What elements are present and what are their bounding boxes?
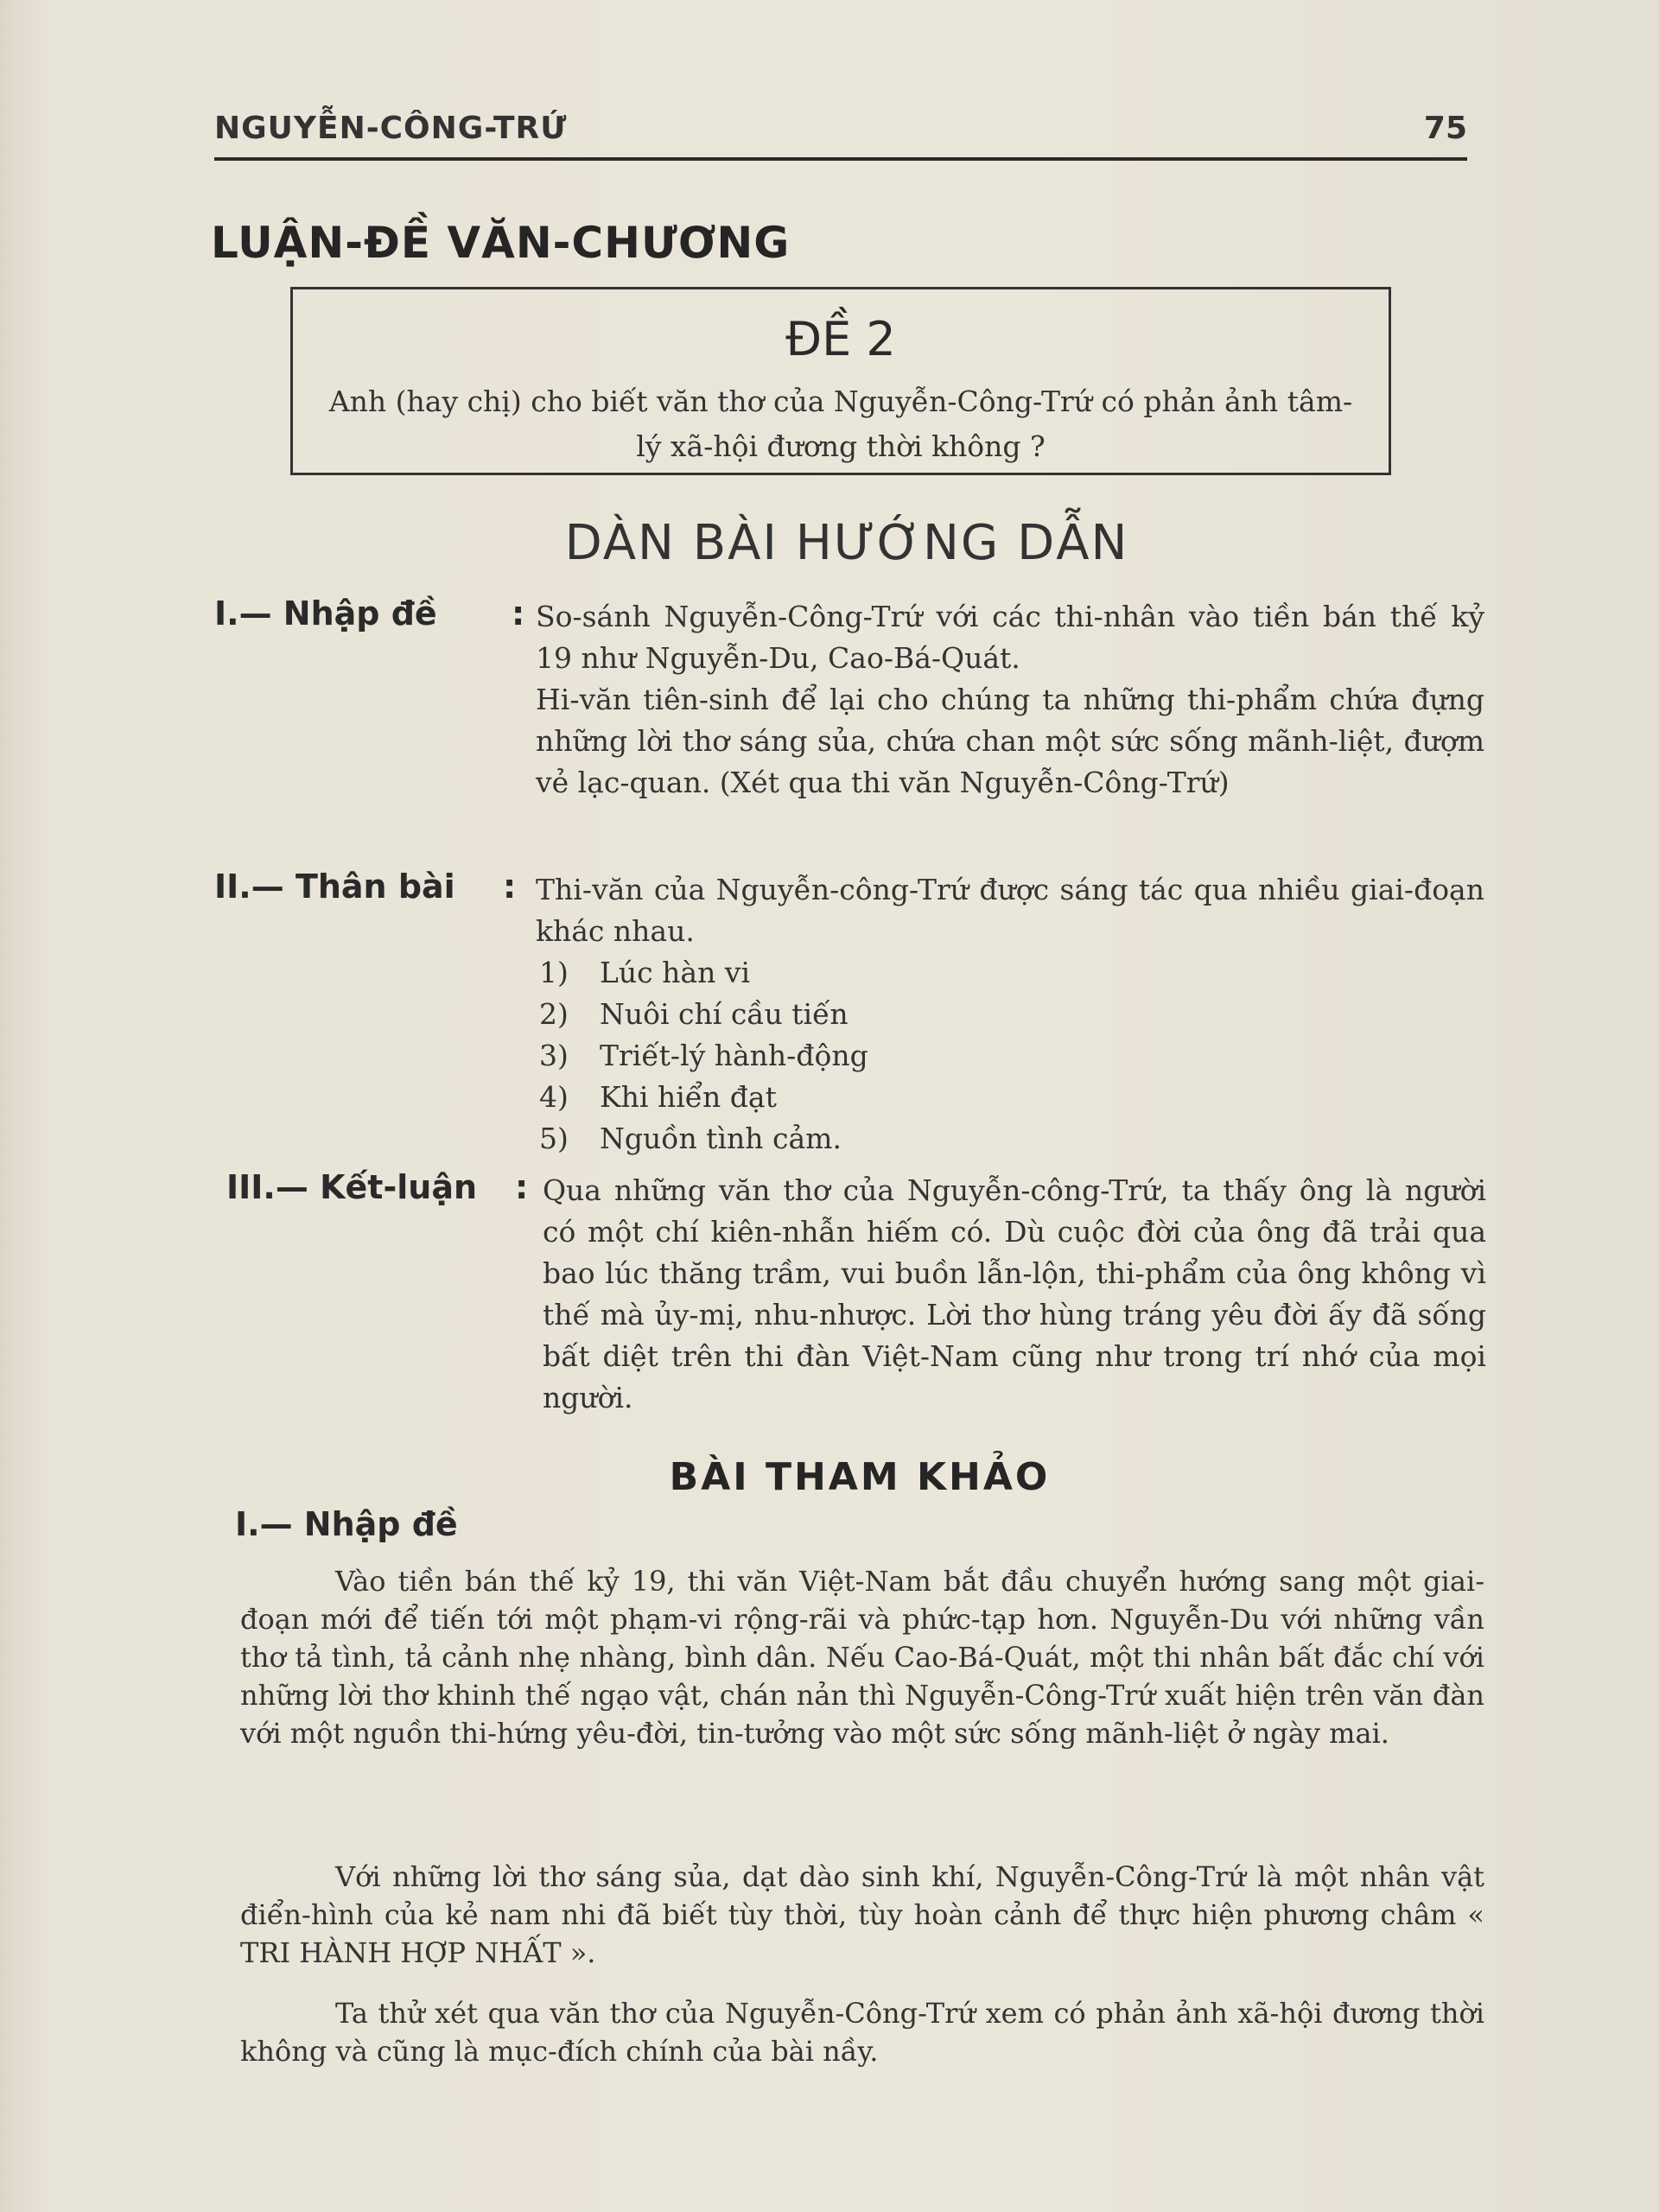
list-text: Nuôi chí cầu tiến bbox=[600, 997, 849, 1031]
outline-item-body-conclusion bbox=[543, 1170, 1486, 1419]
outline-item-body-body bbox=[536, 869, 1484, 1160]
outline-intro-line: So-sánh Nguyễn-Công-Trứ với các thi-nhân vào tiền bán thế kỷ 19 như Nguyễn-Du, Cao-Bá-Quát. bbox=[536, 600, 1484, 675]
page-number: 75 bbox=[1423, 111, 1467, 146]
reference-paragraph: Với những lời thơ sáng sủa, dạt dào sinh khí, Nguyễn-Công-Trứ là một nhân vật điển-hình của kẻ nam nhi đã biết tùy thời, tùy hoàn cảnh để thực hiện phương châm « TRI HÀNH HỢP NHẤT ». bbox=[240, 1860, 1484, 1969]
outline-item-colon: : bbox=[515, 1168, 529, 1206]
list-text: Triết-lý hành-động bbox=[600, 1039, 868, 1072]
reference-title: BÀI THAM KHẢO bbox=[669, 1455, 1051, 1499]
list-item bbox=[536, 952, 1484, 994]
outline-item-label-intro: I.— Nhập đề bbox=[214, 594, 437, 632]
section-title: LUẬN-ĐỀ VĂN-CHƯƠNG bbox=[211, 218, 791, 268]
list-number: 2) bbox=[539, 997, 569, 1031]
outline-item-body-intro bbox=[536, 596, 1484, 804]
topic-box bbox=[290, 287, 1391, 475]
running-head bbox=[214, 102, 1467, 161]
reference-paragraph: Ta thử xét qua văn thơ của Nguyễn-Công-Trứ xem có phản ảnh xã-hội đương thời không và cũng là mục-đích chính của bài nầy. bbox=[240, 1997, 1484, 2068]
list-text: Lúc hàn vi bbox=[600, 956, 751, 989]
list-item bbox=[536, 994, 1484, 1035]
outline-body-line: Thi-văn của Nguyễn-công-Trứ được sáng tác qua nhiều giai-đoạn khác nhau. bbox=[536, 873, 1484, 948]
list-item bbox=[536, 1118, 1484, 1160]
list-number: 4) bbox=[539, 1080, 569, 1114]
list-text: Khi hiển đạt bbox=[600, 1080, 777, 1114]
reference-paragraph: Vào tiền bán thế kỷ 19, thi văn Việt-Nam bắt đầu chuyển hướng sang một giai-đoạn mới để tiến tới một phạm-vi rộng-rãi và phức-tạp hơn. Nguyễn-Du với những vần thơ tả tình, tả cảnh nhẹ nhàng, bình dân. Nếu Cao-Bá-Quát, một thi nhân bất đắc chí với những lời thơ khinh thế ngạo vật, chán nản thì Nguyễn-Công-Trứ xuất hiện trên văn đàn với một nguồn thi-hứng yêu-đời, tin-tưởng vào một sức sống mãnh-liệt ở ngày mai. bbox=[240, 1565, 1484, 1750]
outline-item-colon: : bbox=[512, 594, 525, 632]
outline-item-label-body: II.— Thân bài bbox=[214, 868, 455, 906]
list-number: 3) bbox=[539, 1039, 569, 1072]
outline-title: DÀN BÀI HƯỚNG DẪN bbox=[564, 515, 1129, 571]
reference-subheading: I.— Nhập đề bbox=[235, 1505, 458, 1543]
outline-conclusion-line: Qua những văn thơ của Nguyễn-công-Trứ, ta thấy ông là người có một chí kiên-nhẫn hiếm có. Dù cuộc đời của ông đã trải qua bao lúc thăng trầm, vui buồn lẫn-lộn, thi-phẩm của ông không vì thế mà ủy-mị, nhu-nhược. Lời thơ hùng tráng yêu đời ấy đã sống bất diệt trên thi đàn Việt-Nam cũng như trong trí nhớ của mọi người. bbox=[543, 1173, 1486, 1414]
list-item bbox=[536, 1035, 1484, 1077]
stage-list bbox=[536, 952, 1484, 1160]
list-number: 1) bbox=[539, 956, 569, 989]
topic-number: ĐỀ 2 bbox=[785, 312, 896, 366]
outline-item-label-conclusion: III.— Kết-luận bbox=[226, 1168, 478, 1206]
list-text: Nguồn tình cảm. bbox=[600, 1122, 842, 1155]
topic-question: Anh (hay chị) cho biết văn thơ của Nguyễn-Công-Trứ có phản ảnh tâm-lý xã-hội đương thời không ? bbox=[328, 385, 1353, 463]
outline-intro-line: Hi-văn tiên-sinh để lại cho chúng ta những thi-phẩm chứa đựng những lời thơ sáng sủa, chứa chan một sức sống mãnh-liệt, đượm vẻ lạc-quan. (Xét qua thi văn Nguyễn-Công-Trứ) bbox=[536, 683, 1484, 799]
list-item bbox=[536, 1077, 1484, 1118]
running-head-title: NGUYỄN-CÔNG-TRỨ bbox=[214, 111, 568, 146]
list-number: 5) bbox=[539, 1122, 569, 1155]
outline-item-colon: : bbox=[503, 868, 517, 906]
